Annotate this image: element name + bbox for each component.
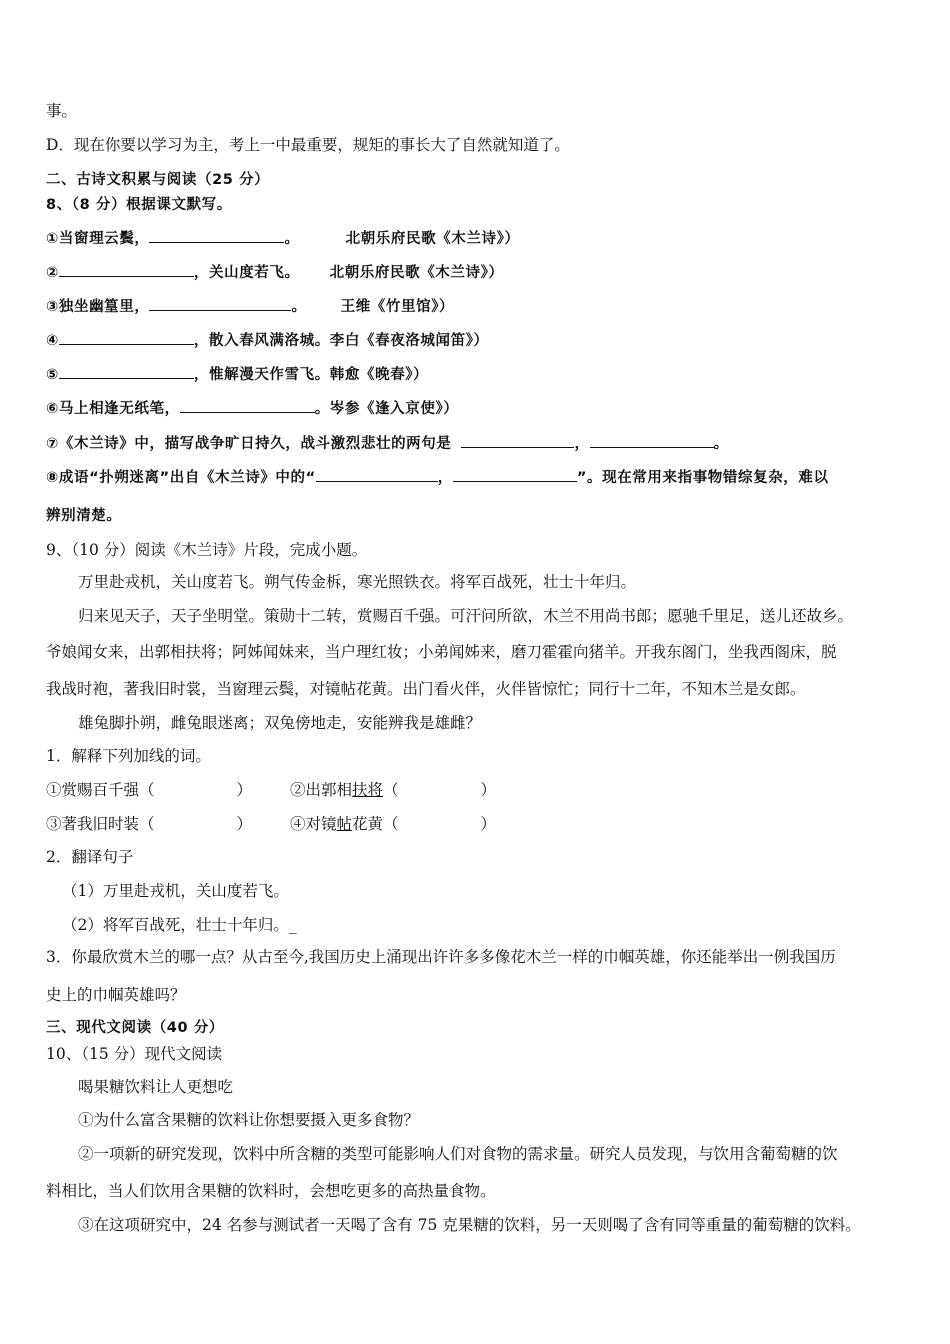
answer-blank[interactable] (149, 228, 284, 243)
q8-item-8: ⑧成语“扑朔迷离”出自《木兰诗》中的“ ， ”。现在常用来指事物错综复杂，难以 (46, 467, 829, 489)
article-title: 喝果糖饮料让人更想吃 (78, 1078, 234, 1096)
answer-blank[interactable] (59, 330, 194, 345)
word-item-3: ③著我旧时装（ ） (46, 815, 253, 833)
paragraph-1: ①为什么富含果糖的饮料让你想要摄入更多食物？ (78, 1111, 420, 1129)
poem-line-5: 雄兔脚扑朔，雌兔眼迷离；双兔傍地走，安能辨我是雄雌？ (78, 714, 482, 732)
section-2-title: 二、古诗文积累与阅读（25 分） (46, 172, 270, 188)
q8-item-1: ①当窗理云鬓， 。 北朝乐府民歌《木兰诗》） (46, 228, 520, 250)
q10-heading: 10、（15 分）现代文阅读 (46, 1045, 223, 1063)
sub-question-3: 3．你最欣赏木兰的哪一点？从古至今,我国历史上涌现出许许多多像花木兰一样的巾帼英雄，你还能举出一例我国历 (46, 948, 836, 966)
q8-item-2: ② ，关山度若飞。 北朝乐府民歌《木兰诗》） (46, 262, 504, 284)
sub-question-2: 2．翻译句子 (46, 848, 134, 866)
answer-blank[interactable] (149, 296, 291, 311)
answer-blank[interactable]: _ (288, 916, 297, 934)
q9-heading: 9、（10 分）阅读《木兰诗》片段，完成小题。 (46, 541, 368, 559)
option-d: D．现在你要以学习为主，考上一中最重要，规矩的事长大了自然就知道了。 (46, 136, 570, 154)
sub-question-1: 1．解释下列加线的词。 (46, 747, 211, 765)
poem-line-1: 万里赴戎机，关山度若飞。朔气传金柝，寒光照铁衣。将军百战死，壮士十年归。 (78, 573, 637, 591)
paragraph-3: ③在这项研究中，24 名参与测试者一天喝了含有 75 克果糖的饮料，另一天则喝了含有同等重量的葡萄糖的饮料。 (78, 1216, 861, 1234)
word-item-4: ④对镜帖花黄（ ） (290, 815, 497, 833)
answer-blank[interactable] (180, 398, 315, 413)
answer-blank[interactable] (590, 433, 714, 448)
poem-line-2: 归来见天子，天子坐明堂。策勋十二转，赏赐百千强。可汗问所欲，木兰不用尚书郎；愿驰千里足，送儿还故乡。 (78, 607, 854, 625)
q8-item-3: ③独坐幽篁里， 。 王维《竹里馆》） (46, 296, 454, 318)
answer-blank[interactable] (316, 467, 438, 482)
continued-text: 事。 (46, 102, 78, 120)
sub-question-3-cont: 史上的巾帼英雄吗？ (46, 986, 186, 1004)
section-3-title: 三、现代文阅读（40 分） (46, 1020, 225, 1036)
word-item-1: ①赏赐百千强（ ） (46, 781, 253, 799)
paragraph-2-cont: 料相比，当人们饮用含果糖的饮料时，会想吃更多的高热量食物。 (46, 1182, 496, 1200)
q8-item-8-cont: 辨别清楚。 (46, 508, 122, 524)
answer-blank[interactable] (461, 433, 574, 448)
q8-item-5: ⑤ ，惟解漫天作雪飞。韩愈《晚春》） (46, 364, 428, 386)
translate-1: （1）万里赴戎机，关山度若飞。 (62, 882, 289, 900)
q8-item-4: ④ ，散入春风满洛城。李白《春夜洛城闻笛》） (46, 330, 489, 352)
q8-heading: 8、（8 分）根据课文默写。 (46, 197, 232, 213)
q8-item-7: ⑦《木兰诗》中，描写战争旷日持久，战斗激烈悲壮的两句是 ， 。 (46, 433, 729, 455)
poem-line-3: 爷娘闻女来，出郭相扶将；阿姊闻妹来，当户理红妆；小弟闻姊来，磨刀霍霍向猪羊。开我东阁门，坐我西阁床，脱 (46, 643, 837, 661)
word-item-2: ②出郭相扶将（ ） (290, 781, 497, 799)
poem-line-4: 我战时袍，著我旧时裳，当窗理云鬓，对镜帖花黄。出门看火伴，火伴皆惊忙；同行十二年，不知木兰是女郎。 (46, 680, 806, 698)
paragraph-2: ②一项新的研究发现，饮料中所含糖的类型可能影响人们对食物的需求量。研究人员发现，与饮用含葡萄糖的饮 (78, 1145, 838, 1163)
answer-blank[interactable] (453, 467, 577, 482)
answer-blank[interactable] (59, 364, 194, 379)
translate-2: （2）将军百战死，壮士十年归。_ (62, 916, 297, 934)
q8-item-6: ⑥马上相逢无纸笔， 。岑参《逢入京使》） (46, 398, 458, 420)
answer-blank[interactable] (59, 262, 194, 277)
